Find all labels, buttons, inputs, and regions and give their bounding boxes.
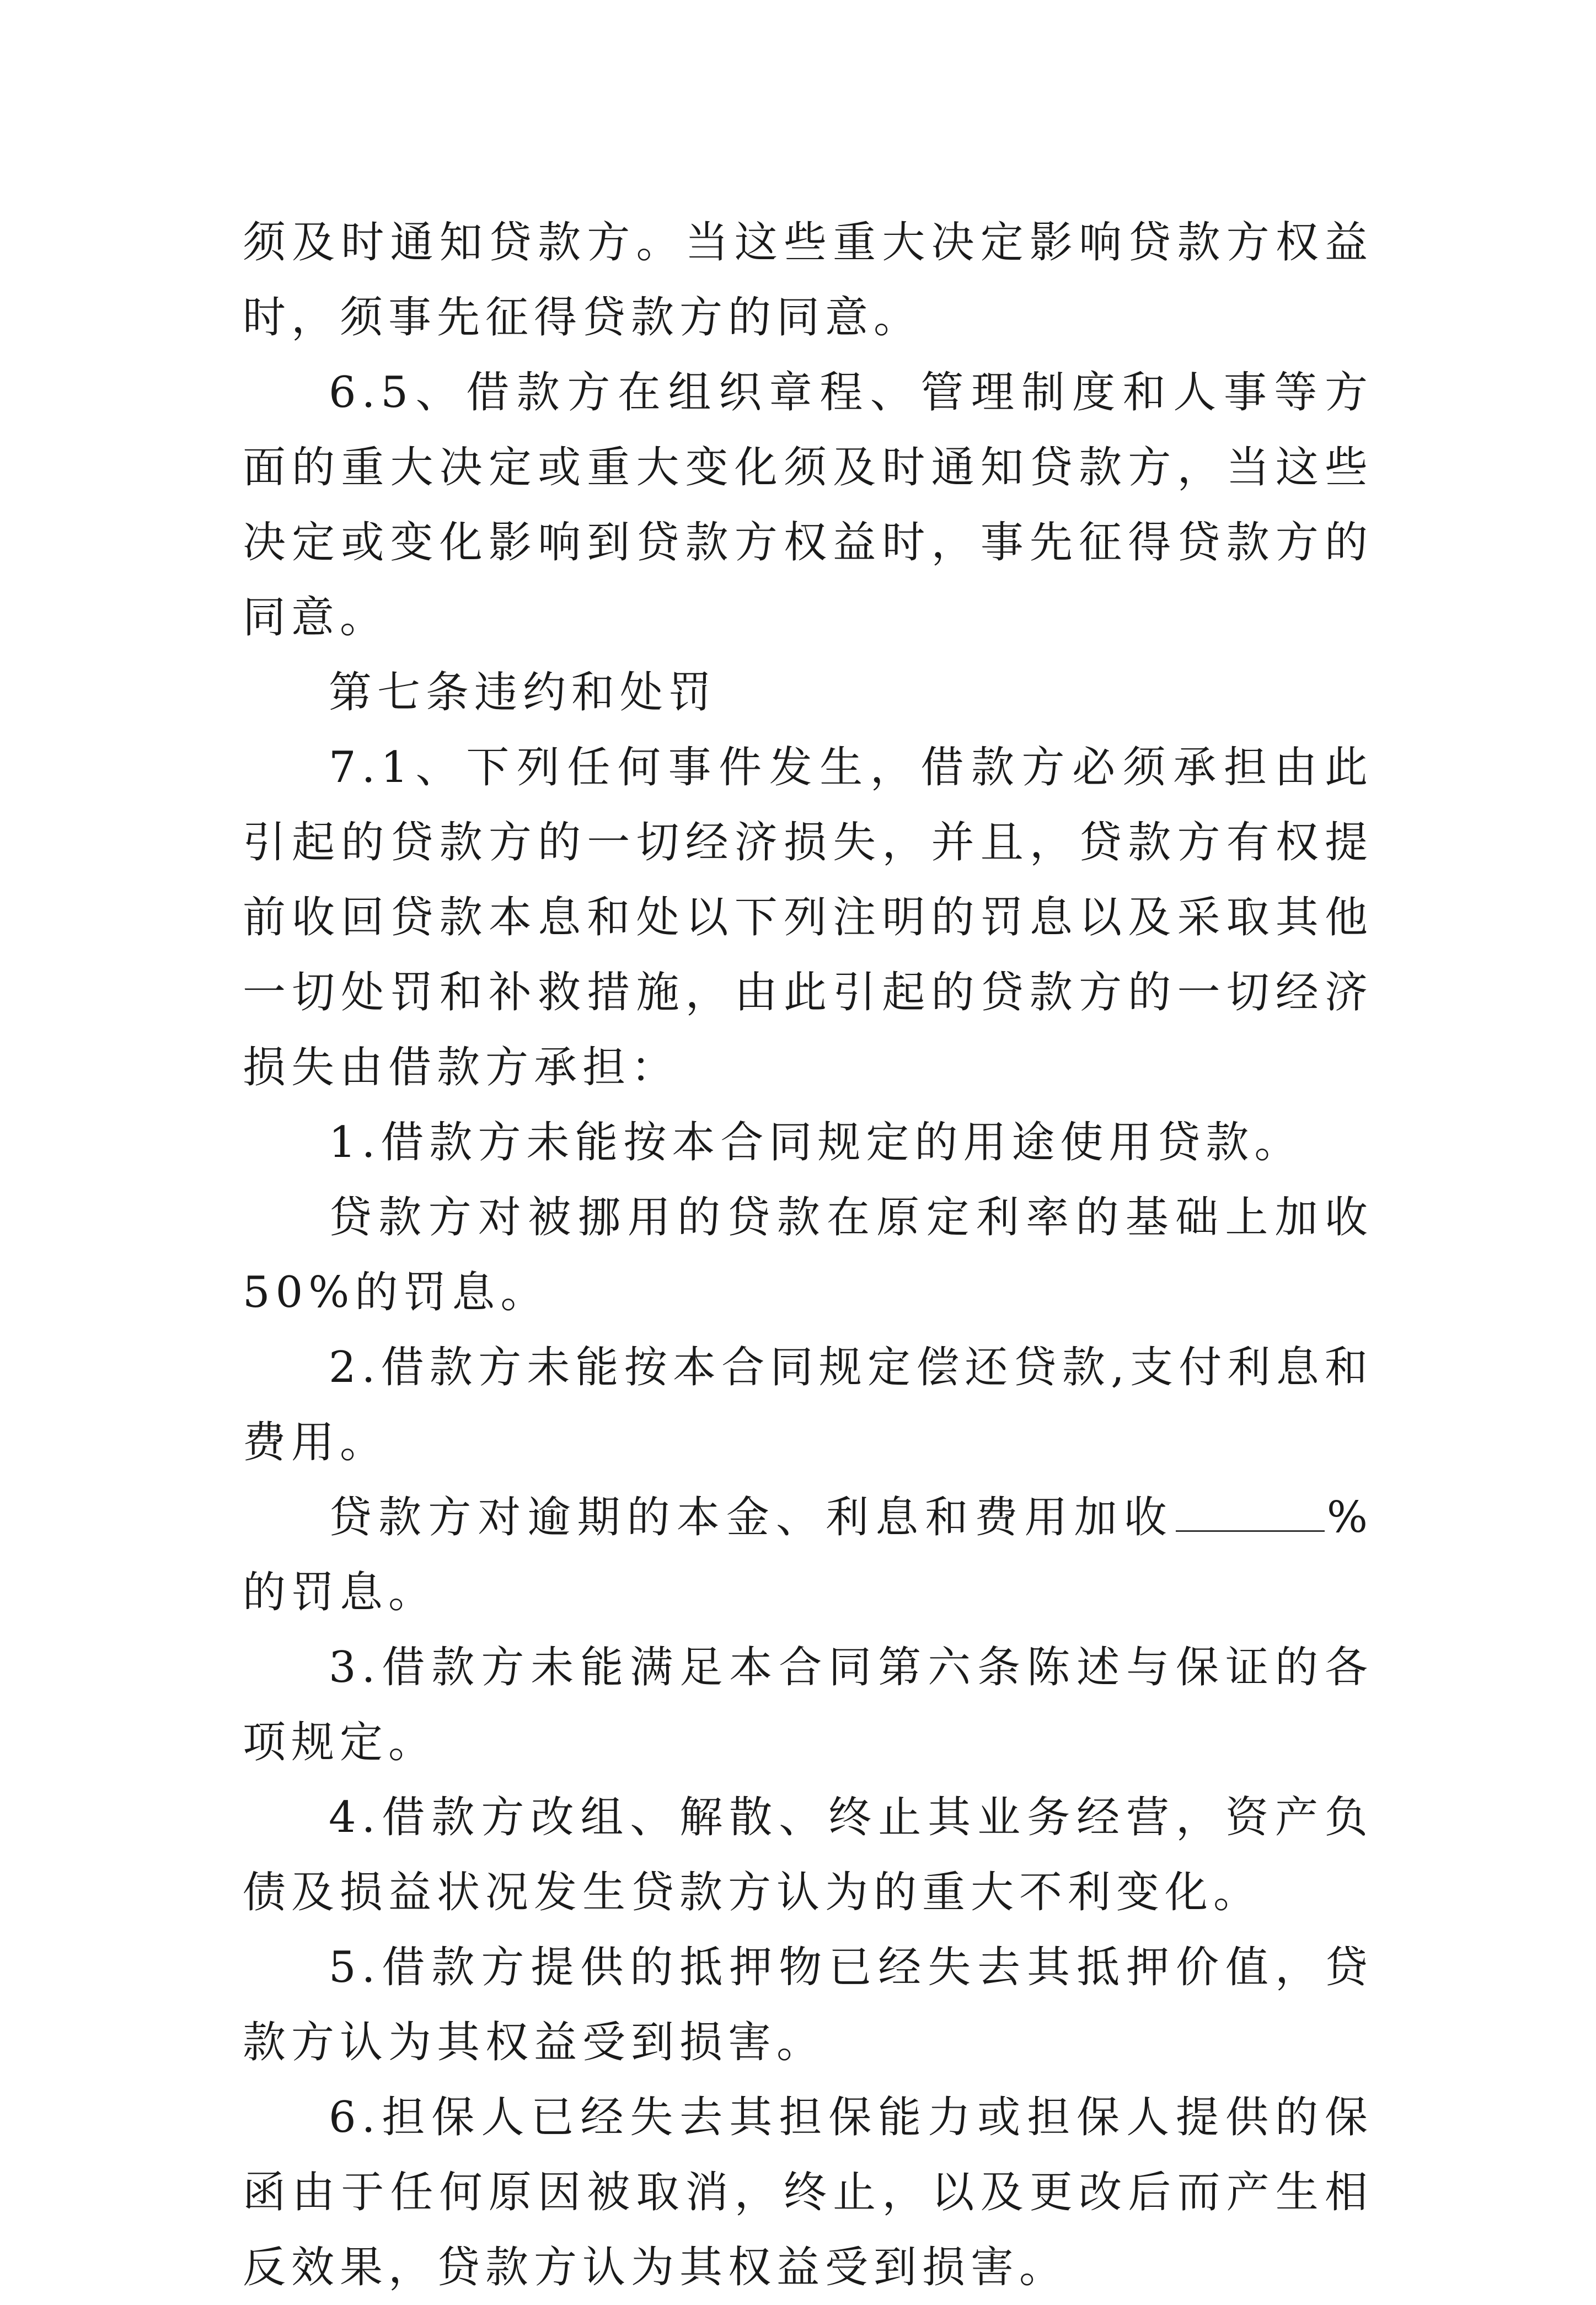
paragraph-item-2: 2.借款方未能按本合同规定偿还贷款,支付利息和费用。 xyxy=(243,1343,1373,1467)
section-heading-article-7: 第七条违约和处罚 xyxy=(329,668,717,717)
document-body xyxy=(243,205,1373,2305)
paragraph-item-6: 6.担保人已经失去其担保能力或担保人提供的保函由于任何原因被取消，终止，以及更改后而产生相反效果，贷款方认为其权益受到损害。 xyxy=(243,2093,1373,2292)
paragraph-continuation: 须及时通知贷款方。当这些重大决定影响贷款方权益时，须事先征得贷款方的同意。 xyxy=(243,218,1373,342)
paragraph-clause-6-5: 6.5、借款方在组织章程、管理制度和人事等方面的重大决定或重大变化须及时通知贷款方，当这些决定或变化影响到贷款方权益时，事先征得贷款方的同意。 xyxy=(243,368,1373,642)
paragraph-item-5: 5.借款方提供的抵押物已经失去其抵押价值，贷款方认为其权益受到损害。 xyxy=(243,1943,1373,2067)
fill-in-blank xyxy=(1176,1495,1325,1532)
penalty-text-after-blank: %的罚息。 xyxy=(243,1493,1373,1617)
penalty-text-before-blank: 贷款方对逾期的本金、利息和费用加收 xyxy=(329,1493,1174,1542)
paragraph-item-3: 3.借款方未能满足本合同第六条陈述与保证的各项规定。 xyxy=(243,1643,1373,1767)
paragraph-item-4: 4.借款方改组、解散、终止其业务经营，资产负债及损益状况发生贷款方认为的重大不利变化。 xyxy=(243,1793,1373,1917)
paragraph-clause-7-1: 7.1、下列任何事件发生，借款方必须承担由此引起的贷款方的一切经济损失，并且，贷款方有权提前收回贷款本息和处以下列注明的罚息以及采取其他一切处罚和补救措施，由此引起的贷款方的一切经济损失由借款方承担： xyxy=(243,743,1373,1092)
paragraph-item-1: 1.借款方未能按本合同规定的用途使用贷款。 xyxy=(329,1118,1303,1167)
paragraph-item-1-penalty: 贷款方对被挪用的贷款在原定利率的基础上加收50%的罚息。 xyxy=(243,1193,1373,1317)
paragraph-item-2-penalty xyxy=(243,1480,1373,1630)
